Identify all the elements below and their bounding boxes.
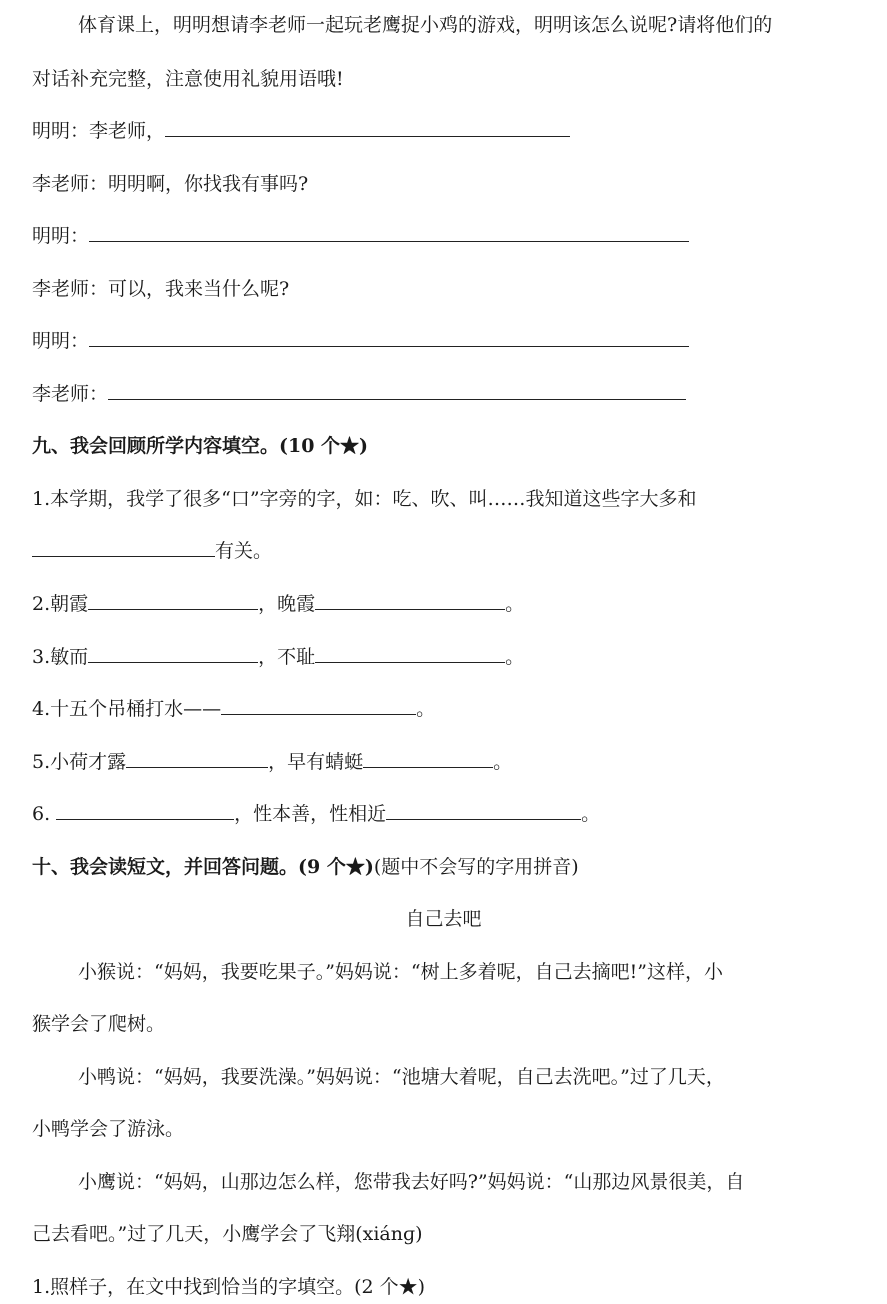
- question-text: ，晚霞: [258, 593, 316, 615]
- speaker-label: 明明：: [32, 330, 90, 352]
- question-text: ，早有蜻蜓: [268, 751, 364, 773]
- dialogue-text: 可以，我来当什么呢?: [108, 278, 290, 300]
- question-number: 6.: [32, 803, 51, 825]
- question-text: 敏而: [50, 646, 89, 668]
- dialogue-line-1: [32, 119, 570, 143]
- dialogue-text: 李老师，: [89, 120, 166, 142]
- question-text: 朝霞: [50, 593, 89, 615]
- dialogue-line-6: [32, 382, 686, 406]
- story-paragraph2-line1: 小鸭说：“妈妈，我要洗澡。”妈妈说：“池塘大着呢，自己去洗吧。”过了几天，: [78, 1066, 725, 1088]
- dialogue-line-2: [32, 172, 308, 196]
- speaker-label: 李老师：: [32, 173, 109, 195]
- question-text: 5.小荷才露: [32, 751, 127, 773]
- answer-blank[interactable]: [56, 803, 234, 820]
- section10-q1: 1.照样子，在文中找到恰当的字填空。(2 个★): [32, 1276, 426, 1298]
- question-text: ，性本善，性相近: [234, 803, 387, 825]
- question-number: 3.: [32, 646, 51, 668]
- story-paragraph1-line2: 猴学会了爬树。: [32, 1013, 166, 1035]
- answer-blank[interactable]: [363, 751, 493, 768]
- question-text: ，不耻: [258, 646, 316, 668]
- answer-blank[interactable]: [88, 646, 258, 663]
- section9-q2: [32, 592, 524, 616]
- speaker-label: 李老师：: [32, 383, 109, 405]
- answer-blank[interactable]: [89, 225, 689, 242]
- question-text: 4.十五个吊桶打水——: [32, 698, 222, 720]
- question-text: 。: [416, 698, 436, 720]
- story-paragraph1-line1: 小猴说：“妈妈，我要吃果子。”妈妈说：“树上多着呢，自己去摘吧!”这样，小: [78, 961, 723, 983]
- dialogue-line-5: [32, 329, 689, 353]
- story-paragraph3-line2: 己去看吧。”过了几天，小鹰学会了飞翔(xiánɡ): [32, 1223, 423, 1245]
- story-title: 自己去吧: [405, 908, 482, 930]
- dialogue-line-3: [32, 224, 689, 248]
- question-text: 。: [581, 803, 601, 825]
- speaker-label: 李老师：: [32, 278, 109, 300]
- answer-blank[interactable]: [108, 383, 686, 400]
- section9-title: 九、我会回顾所学内容填空。(10 个★): [32, 435, 369, 457]
- section10-heading: [32, 855, 579, 879]
- section10-note: (题中不会写的字用拼音): [373, 856, 579, 878]
- answer-blank[interactable]: [386, 803, 581, 820]
- answer-blank[interactable]: [315, 593, 505, 610]
- speaker-label: 明明：: [32, 120, 90, 142]
- question-text: 。: [505, 593, 525, 615]
- section9-q3: [32, 645, 524, 669]
- answer-blank[interactable]: [165, 120, 570, 137]
- answer-blank[interactable]: [88, 593, 258, 610]
- answer-blank[interactable]: [126, 751, 268, 768]
- question-text: 。: [493, 751, 513, 773]
- story-paragraph3-line1: 小鹰说：“妈妈，山那边怎么样，您带我去好吗?”妈妈说：“山那边风景很美，自: [78, 1171, 745, 1193]
- answer-blank[interactable]: [315, 646, 505, 663]
- answer-blank[interactable]: [32, 540, 215, 557]
- section9-q6: [32, 802, 600, 826]
- section9-q4: [32, 697, 435, 721]
- dialogue-text: 明明啊，你找我有事吗?: [108, 173, 309, 195]
- dialogue-intro-line1: 体育课上，明明想请李老师一起玩老鹰捉小鸡的游戏，明明该怎么说呢?请将他们的: [78, 14, 773, 36]
- section9-q5: [32, 750, 512, 774]
- dialogue-line-4: [32, 277, 289, 301]
- section9-q1-line2: [32, 539, 272, 563]
- section9-q1-line1: 1.本学期，我学了很多“口”字旁的字，如：吃、吹、叫……我知道这些字大多和: [32, 488, 697, 510]
- answer-blank[interactable]: [89, 330, 689, 347]
- question-number: 2.: [32, 593, 51, 615]
- speaker-label: 明明：: [32, 225, 90, 247]
- question-text: 有关。: [215, 540, 273, 562]
- dialogue-intro-line2: 对话补充完整，注意使用礼貌用语哦!: [32, 68, 344, 90]
- story-paragraph2-line2: 小鸭学会了游泳。: [32, 1118, 185, 1140]
- section10-title: 十、我会读短文，并回答问题。(9 个★): [32, 856, 374, 878]
- question-text: 。: [505, 646, 525, 668]
- answer-blank[interactable]: [221, 698, 416, 715]
